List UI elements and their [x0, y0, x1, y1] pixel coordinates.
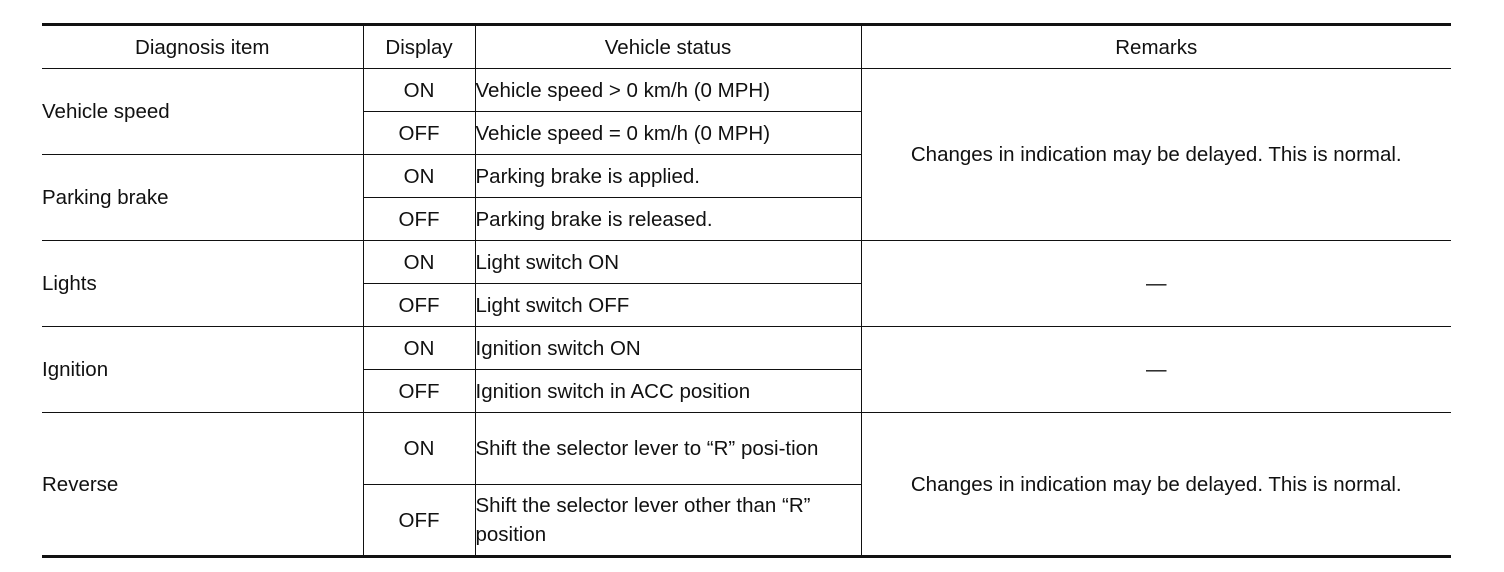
display-value: ON	[363, 155, 475, 198]
vehicle-status: Vehicle speed = 0 km/h (0 MPH)	[475, 112, 861, 155]
vehicle-status: Light switch OFF	[475, 284, 861, 327]
diagnosis-item: Ignition	[42, 327, 363, 413]
diagnosis-item: Vehicle speed	[42, 69, 363, 155]
display-value: ON	[363, 327, 475, 370]
table-row	[42, 327, 1451, 370]
vehicle-status: Light switch ON	[475, 241, 861, 284]
display-value: OFF	[363, 485, 475, 557]
diagnosis-item: Parking brake	[42, 155, 363, 241]
remark: Changes in indication may be delayed. This is normal.	[861, 413, 1451, 557]
display-value: OFF	[363, 284, 475, 327]
table-row	[42, 413, 1451, 485]
display-value: ON	[363, 413, 475, 485]
remark: —	[861, 241, 1451, 327]
display-value: OFF	[363, 198, 475, 241]
header-row	[42, 25, 1451, 69]
remark: Changes in indication may be delayed. This is normal.	[861, 69, 1451, 241]
diagnosis-table	[42, 23, 1451, 558]
display-value: OFF	[363, 112, 475, 155]
header-vehicle-status: Vehicle status	[475, 25, 861, 69]
vehicle-status: Shift the selector lever other than “R” position	[475, 485, 861, 557]
table-row	[42, 69, 1451, 112]
diagnosis-item: Lights	[42, 241, 363, 327]
vehicle-status: Vehicle speed > 0 km/h (0 MPH)	[475, 69, 861, 112]
vehicle-status: Ignition switch ON	[475, 327, 861, 370]
header-diagnosis-item: Diagnosis item	[42, 25, 363, 69]
vehicle-status: Shift the selector lever to “R” posi-tion	[475, 413, 861, 485]
vehicle-status: Ignition switch in ACC position	[475, 370, 861, 413]
header-display: Display	[363, 25, 475, 69]
display-value: ON	[363, 241, 475, 284]
remark: —	[861, 327, 1451, 413]
header-remarks: Remarks	[861, 25, 1451, 69]
vehicle-status: Parking brake is released.	[475, 198, 861, 241]
vehicle-status: Parking brake is applied.	[475, 155, 861, 198]
display-value: OFF	[363, 370, 475, 413]
table-row	[42, 241, 1451, 284]
display-value: ON	[363, 69, 475, 112]
diagnosis-item: Reverse	[42, 413, 363, 557]
